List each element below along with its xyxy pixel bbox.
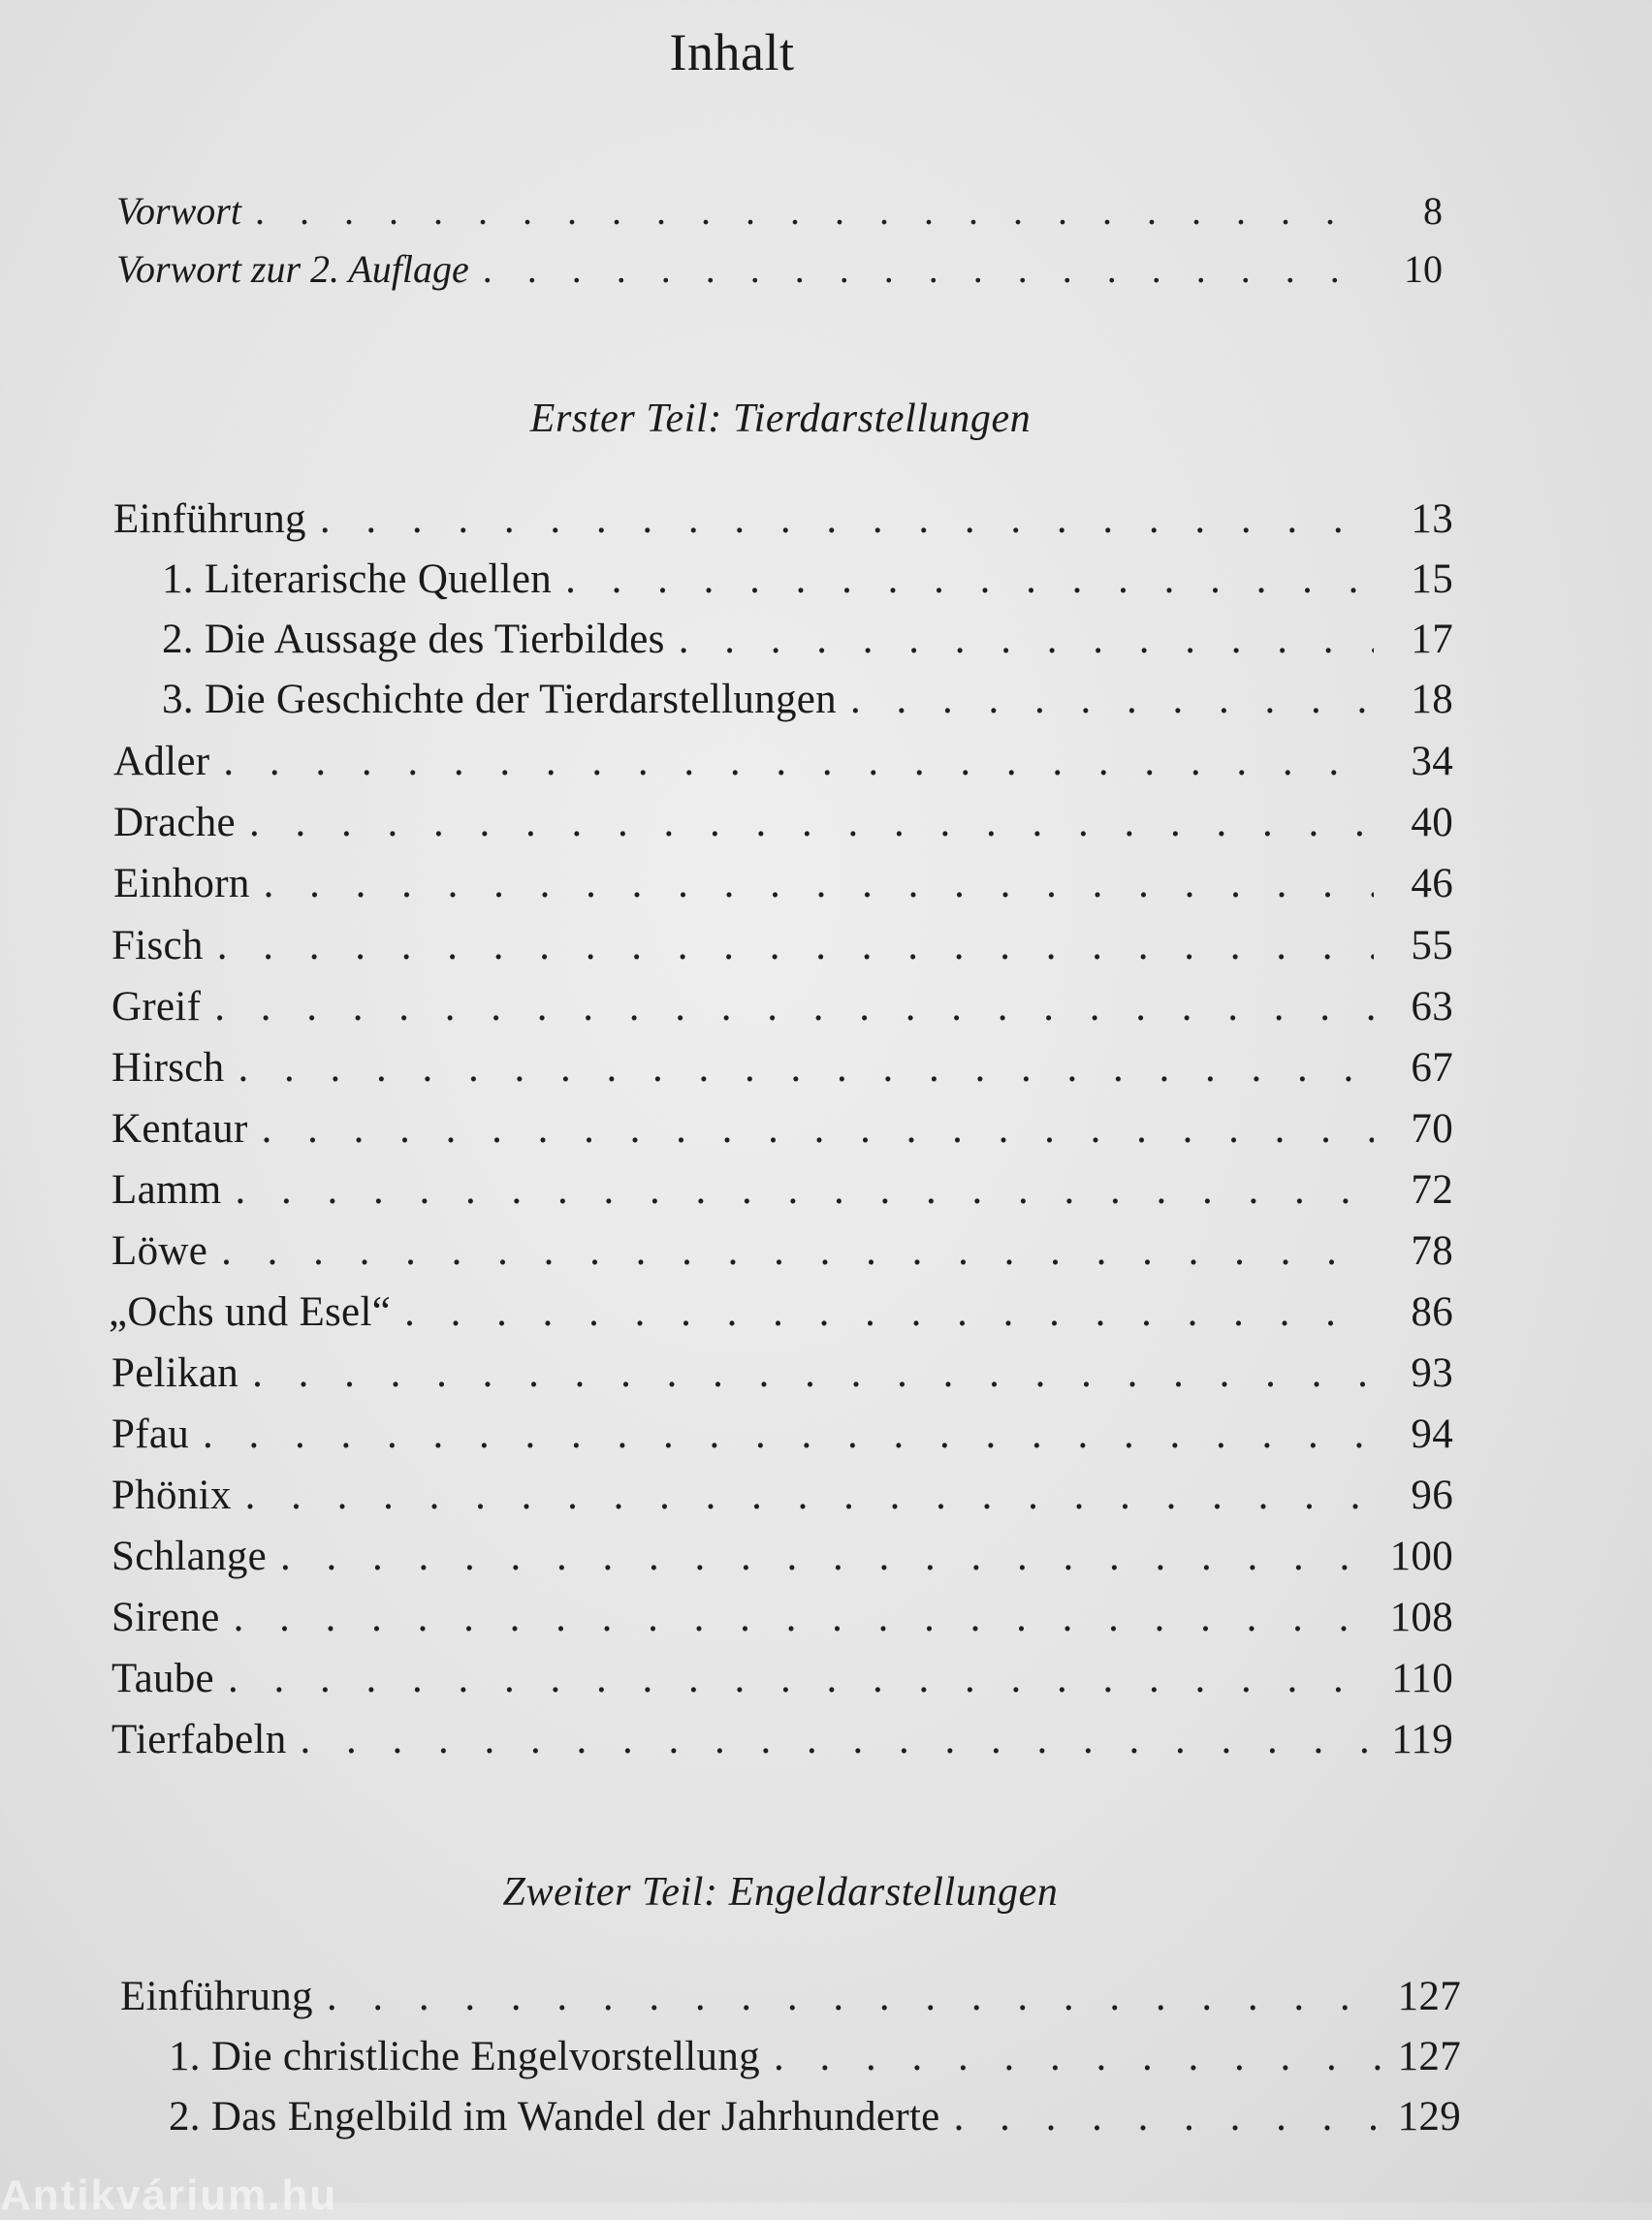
- toc-entry-label: Sirene: [111, 1595, 220, 1640]
- toc-entry-label: Drache: [113, 800, 236, 845]
- toc-entry-page: 17: [1411, 617, 1453, 662]
- toc-entry-label: Schlange: [111, 1534, 268, 1579]
- toc-entry-label: Pelikan: [111, 1350, 239, 1396]
- toc-entry-page: 93: [1411, 1350, 1453, 1396]
- toc-entry-label: Kentaur: [111, 1106, 248, 1152]
- dot-leader: [565, 555, 1374, 605]
- toc-entry-label: Einführung: [113, 496, 306, 542]
- toc-entry-label: Lamm: [111, 1167, 222, 1213]
- dot-leader: [223, 737, 1374, 787]
- toc-entry-label: Fisch: [111, 923, 204, 968]
- toc-entry-page: 78: [1411, 1228, 1453, 1274]
- toc-entry: [113, 798, 1453, 848]
- toc-entry: [113, 859, 1453, 909]
- dot-leader: [262, 1104, 1374, 1155]
- toc-entry: [120, 1972, 1461, 2022]
- part-heading: Erster Teil: Tierdarstellungen: [529, 396, 1032, 441]
- toc-entry-label: Tierfabeln: [111, 1717, 287, 1762]
- toc-entry-page: 129: [1397, 2094, 1461, 2140]
- toc-entry-page: 86: [1411, 1289, 1453, 1335]
- toc-entry-label: 1. Literarische Quellen: [162, 556, 553, 602]
- toc-entry-label: Vorwort: [116, 189, 241, 233]
- dot-leader: [234, 1593, 1374, 1643]
- toc-entry-label: Pfau: [111, 1411, 190, 1457]
- toc-entry-label: 2. Das Engelbild im Wandel der Jahrhunderte: [169, 2094, 940, 2140]
- toc-entry-label: Greif: [111, 984, 202, 1030]
- toc-entry: [111, 1532, 1453, 1582]
- toc-entry-page: 100: [1389, 1534, 1453, 1579]
- toc-entry-page: 72: [1411, 1167, 1453, 1213]
- toc-entry: [113, 494, 1453, 545]
- toc-entry: [162, 675, 1453, 725]
- toc-entry-label: 2. Die Aussage des Tierbildes: [162, 617, 665, 662]
- toc-entry-page: 46: [1411, 861, 1453, 906]
- toc-entry-page: 110: [1391, 1656, 1453, 1701]
- dot-leader: [320, 494, 1374, 545]
- toc-entry-label: 3. Die Geschichte der Tierdarstellungen: [162, 677, 837, 722]
- toc-entry: [113, 737, 1453, 787]
- dot-leader: [221, 1226, 1374, 1277]
- toc-entry-page: 63: [1411, 984, 1453, 1030]
- toc-entry-label: Einführung: [120, 1974, 313, 2019]
- toc-entry: [162, 615, 1453, 665]
- toc-entry-label: Löwe: [111, 1228, 208, 1274]
- toc-entry: [111, 1226, 1453, 1277]
- toc-entry-page: 8: [1423, 189, 1443, 233]
- toc-entry: [162, 555, 1453, 605]
- toc-entry: [111, 1165, 1453, 1216]
- dot-leader: [850, 675, 1374, 725]
- toc-entry-page: 70: [1411, 1106, 1453, 1152]
- dot-leader: [954, 2092, 1382, 2142]
- dot-leader: [264, 859, 1374, 909]
- part-heading: Zweiter Teil: Engeldarstellungen: [502, 1870, 1059, 1915]
- toc-entry-page: 108: [1389, 1595, 1453, 1640]
- toc-entry-page: 10: [1404, 247, 1443, 291]
- toc-entry-page: 34: [1411, 739, 1453, 784]
- toc-entry: [111, 921, 1453, 971]
- toc-entry: [111, 1593, 1453, 1643]
- toc-entry: [111, 1654, 1453, 1704]
- dot-leader: [327, 1972, 1382, 2022]
- toc-entry-vorwort: [116, 188, 1443, 235]
- toc-entry: [169, 2092, 1461, 2142]
- toc-entry-page: 67: [1411, 1045, 1453, 1091]
- toc-entry-label: 1. Die christliche Engelvorstellung: [169, 2034, 760, 2079]
- dot-leader: [238, 1043, 1374, 1094]
- toc-entry-page: 40: [1411, 800, 1453, 845]
- toc-entry-page: 55: [1411, 923, 1453, 968]
- toc-entry: [169, 2032, 1461, 2082]
- dot-leader: [301, 1715, 1374, 1765]
- toc-entry: [111, 1104, 1453, 1155]
- dot-leader: [214, 982, 1374, 1032]
- toc-entry: [111, 1043, 1453, 1094]
- dot-leader: [483, 246, 1363, 293]
- toc-entry-label: Hirsch: [111, 1045, 225, 1091]
- toc-entry: [109, 1287, 1453, 1338]
- toc-entry-page: 127: [1397, 2034, 1461, 2079]
- toc-entry-page: 15: [1411, 556, 1453, 602]
- toc-entry-page: 96: [1411, 1473, 1453, 1518]
- page-title: Inhalt: [669, 23, 795, 81]
- toc-entry: [111, 982, 1453, 1032]
- toc-entry-label: Vorwort zur 2. Auflage: [116, 247, 469, 291]
- toc-entry-page: 127: [1397, 1974, 1461, 2019]
- dot-leader: [774, 2032, 1382, 2082]
- dot-leader: [255, 188, 1363, 235]
- dot-leader: [252, 1348, 1374, 1399]
- toc-entry: [111, 1471, 1453, 1521]
- toc-entry-vorwort-2-auflage: [116, 246, 1443, 293]
- dot-leader: [679, 615, 1374, 665]
- toc-entry-label: Adler: [113, 739, 210, 784]
- dot-leader: [203, 1410, 1374, 1460]
- watermark: Antikvárium.hu: [0, 2172, 338, 2219]
- toc-entry-label: Phönix: [111, 1473, 232, 1518]
- dot-leader: [280, 1532, 1374, 1582]
- toc-entry-page: 18: [1411, 677, 1453, 722]
- toc-entry-label: „Ochs und Esel“: [109, 1289, 392, 1335]
- toc-entry-page: 94: [1411, 1411, 1453, 1457]
- dot-leader: [245, 1471, 1374, 1521]
- dot-leader: [217, 921, 1374, 971]
- toc-entry-page: 13: [1411, 496, 1453, 542]
- dot-leader: [228, 1654, 1374, 1704]
- toc-entry: [111, 1715, 1453, 1765]
- toc-entry-label: Einhorn: [113, 861, 250, 906]
- toc-entry: [111, 1348, 1453, 1399]
- dot-leader: [249, 798, 1374, 848]
- dot-leader: [235, 1165, 1374, 1216]
- dot-leader: [404, 1287, 1374, 1338]
- toc-entry-label: Taube: [111, 1656, 214, 1701]
- toc-entry-page: 119: [1391, 1717, 1453, 1762]
- toc-entry: [111, 1410, 1453, 1460]
